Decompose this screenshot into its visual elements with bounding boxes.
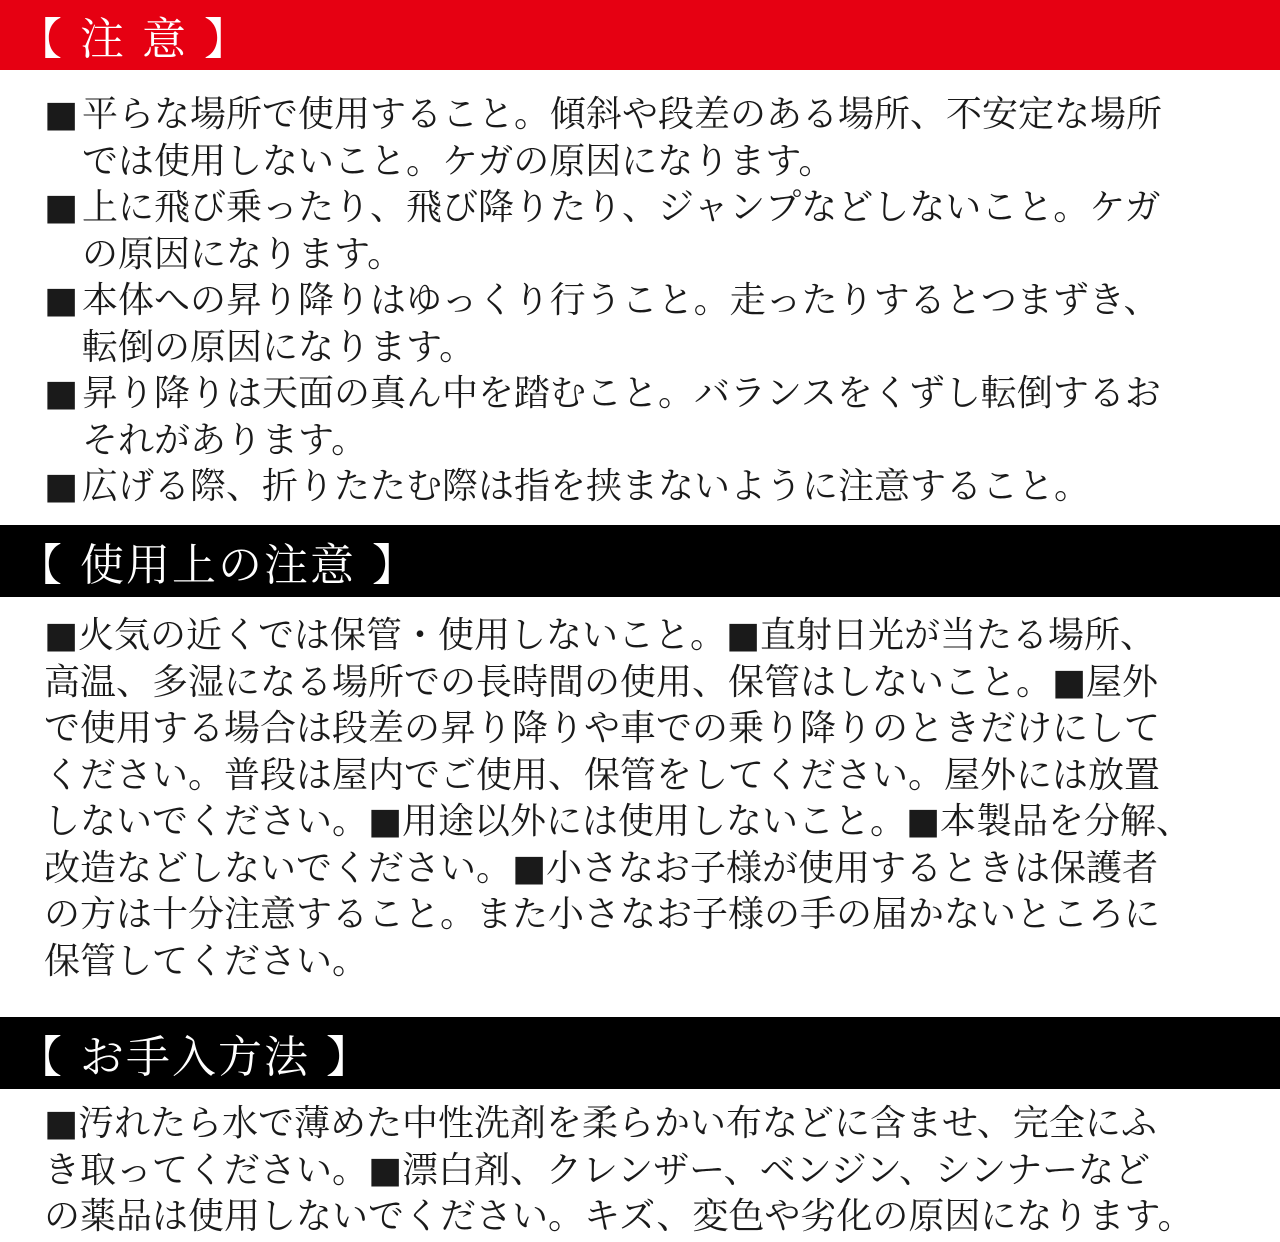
- caution-item: [44, 92, 1260, 185]
- caution-item-line: それがあります。: [82, 419, 368, 461]
- usage-line: ください。普段は屋内でご使用、保管をしてください。屋外には放置: [44, 754, 1161, 796]
- caution-item-line: 平らな場所で使用すること。傾斜や段差のある場所、不安定な場所: [82, 94, 1163, 135]
- caution-item-line: 上に飛び乗ったり、飛び降りたり、ジャンプなどしないこと。ケガ: [82, 187, 1161, 228]
- bullet-square: ■: [44, 280, 79, 321]
- bullet-square: ■: [44, 466, 79, 507]
- care-line: の薬品は使用しないでください。キズ、変色や劣化の原因になります。: [44, 1196, 1194, 1237]
- usage-line: 保管してください。: [44, 940, 369, 982]
- care-header: [0, 1017, 1280, 1089]
- bullet-square: ■: [44, 187, 79, 228]
- caution-item-line: の原因になります。: [82, 233, 404, 275]
- caution-item-line: 本体への昇り降りはゆっくり行うこと。走ったりするとつまずき、: [82, 280, 1160, 321]
- caution-item-line: 転倒の原因になります。: [82, 326, 476, 368]
- usage-line: で使用する場合は段差の昇り降りや車での乗り降りのときだけにして: [44, 708, 1161, 749]
- care-line: ■汚れたら水で薄めた中性洗剤を柔らかい布などに含ませ、完全にふ: [44, 1103, 1157, 1144]
- caution-item: [44, 464, 1260, 511]
- caution-item-line: 広げる際、折りたたむ際は指を挟まないように注意すること。: [82, 466, 1091, 507]
- caution-item: [44, 371, 1260, 464]
- usage-line: ■火気の近くでは保管・使用しないこと。■直射日光が当たる場所、: [44, 615, 1157, 656]
- caution-item-line: では使用しないこと。ケガの原因になります。: [82, 140, 835, 182]
- care-line: き取ってください。■漂白剤、クレンザー、ベンジン、シンナーなど: [44, 1149, 1151, 1191]
- usage-line: の方は十分注意すること。また小さなお子様の手の届かないところに: [44, 894, 1161, 935]
- caution-list: [44, 70, 1260, 511]
- usage-header-title: 【 使用上の注意 】: [18, 540, 418, 591]
- bullet-square: ■: [44, 94, 79, 135]
- caution-header-title: 【 注 意 】: [18, 14, 250, 65]
- caution-section: [0, 70, 1280, 525]
- care-header-title: 【 お手入方法 】: [18, 1032, 372, 1083]
- usage-section: [0, 597, 1280, 1017]
- usage-header: [0, 525, 1280, 597]
- caution-item-line: 昇り降りは天面の真ん中を踏むこと。バランスをくずし転倒するお: [82, 373, 1161, 414]
- caution-item: [44, 278, 1260, 371]
- care-section: [0, 1089, 1280, 1241]
- usage-line: しないでください。■用途以外には使用しないこと。■本製品を分解、: [44, 801, 1193, 842]
- usage-line: 高温、多湿になる場所での長時間の使用、保管はしないこと。■屋外: [44, 661, 1159, 703]
- caution-item: [44, 185, 1260, 278]
- usage-line: 改造などしないでください。■小さなお子様が使用するときは保護者: [44, 847, 1159, 889]
- caution-header: [0, 0, 1280, 70]
- bullet-square: ■: [44, 373, 79, 414]
